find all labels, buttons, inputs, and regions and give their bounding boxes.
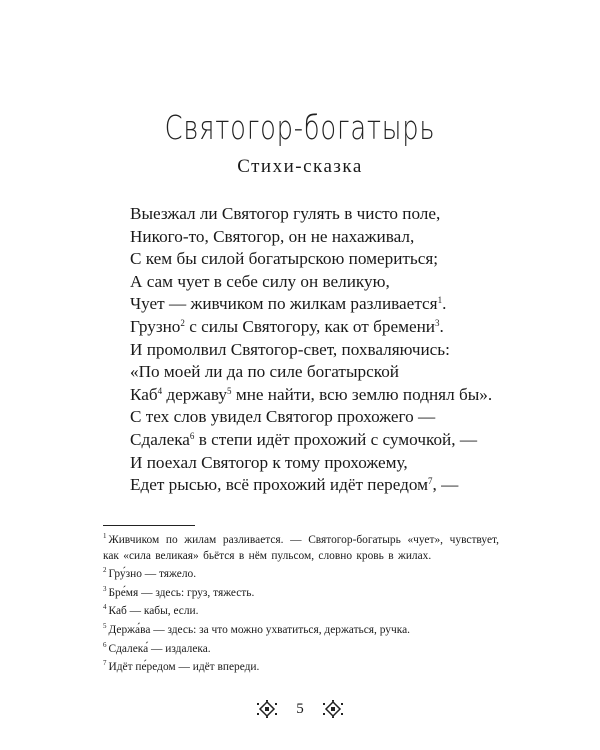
line-text: Выезжал ли Святогор гулять в чисто поле, (130, 204, 441, 223)
line-text: Никого-то, Святогор, он не нахаживал, (130, 226, 415, 246)
footnotes (103, 533, 499, 679)
footnote-ref: 6 (189, 430, 195, 441)
poem (130, 203, 550, 497)
line-text: С тех слов увидел Святогор прохожего — (130, 407, 436, 427)
footnote-text: Живчиком по жилам разливается. — Святогор-богатырь «чует», чувствует, как «сила великая» бьётся в нём пульсом, словно кровь в жилах. (103, 534, 499, 562)
line-text: Сдалека (130, 429, 190, 449)
footnote-text: Идёт пе́редом — идёт впереди. (108, 661, 260, 674)
poem-line (130, 203, 550, 226)
footnote (103, 567, 499, 583)
footnote-ref: 5 (227, 385, 232, 396)
footnote-text: Каб — кабы, если. (108, 605, 199, 618)
footnote-number: 6 (103, 640, 107, 649)
line-text: Каб (130, 384, 158, 404)
poem-line (130, 248, 550, 271)
ornament-icon (322, 700, 344, 718)
poem-line (130, 339, 550, 362)
footnote-ref: 7 (428, 476, 433, 487)
footnote-number: 1 (103, 532, 107, 540)
footnote-text: Держа́ва — здесь: за что можно ухватиться, держаться, ручка. (108, 623, 410, 636)
footnote (103, 586, 499, 602)
footnote-text: Бре́мя — здесь: груз, тяжесть. (108, 586, 255, 599)
footnote (103, 533, 499, 564)
footnote-divider (103, 525, 195, 526)
footnote-text: Гру́зно — тяжело. (108, 568, 197, 581)
footnote (103, 623, 499, 639)
line-text: А сам чует в себе силу он великую, (130, 271, 390, 291)
line-text: с силы Святогору, как от бремени (184, 316, 435, 336)
poem-line (130, 226, 550, 249)
footnote-number: 7 (103, 659, 107, 668)
page-subtitle: Стихи-сказка (237, 156, 363, 177)
line-text: . (442, 294, 447, 314)
line-text: Грузно (130, 316, 181, 336)
footnote-ref: 4 (157, 385, 163, 396)
poem-line (130, 316, 550, 339)
poem-line (130, 452, 550, 475)
poem-line (130, 384, 550, 407)
page-title: Святогор-богатырь (164, 108, 436, 147)
footnote-number: 3 (103, 584, 107, 593)
line-text: , — (432, 475, 459, 495)
footnote-text: Сдалека́ — издалека. (108, 642, 211, 655)
footnote-ref: 2 (180, 317, 185, 328)
footnote-number: 5 (103, 621, 107, 630)
line-text: Чует — живчиком по жилкам разливается (130, 294, 438, 314)
footnote (103, 604, 499, 620)
line-text: Едет рысью, всё прохожий идёт передом (130, 475, 429, 495)
ornament-icon (256, 700, 278, 718)
poem-line (130, 474, 550, 497)
poem-line (130, 271, 550, 294)
line-text: державу (162, 384, 228, 404)
line-text: мне найти, всю землю поднял бы». (231, 384, 493, 404)
line-text: С кем бы силой богатырскою помериться; (130, 249, 439, 269)
footnote-number: 2 (103, 566, 107, 575)
line-text: . (439, 316, 444, 336)
page-number: 5 (296, 700, 304, 717)
footnote (103, 642, 499, 658)
poem-line (130, 293, 550, 316)
footnote-number: 4 (103, 603, 107, 612)
line-text: в степи идёт прохожий с сумочкой, — (194, 429, 478, 449)
page-footer (0, 700, 600, 718)
footnote-ref: 3 (434, 317, 440, 328)
footnote-ref: 1 (437, 295, 443, 306)
line-text: «По моей ли да по силе богатырской (130, 362, 399, 382)
line-text: И промолвил Святогор-свет, похваляючись: (130, 339, 450, 359)
poem-line (130, 429, 550, 452)
poem-line (130, 406, 550, 429)
footnote (103, 660, 499, 676)
poem-line (130, 361, 550, 384)
line-text: И поехал Святогор к тому прохожему, (130, 452, 408, 472)
